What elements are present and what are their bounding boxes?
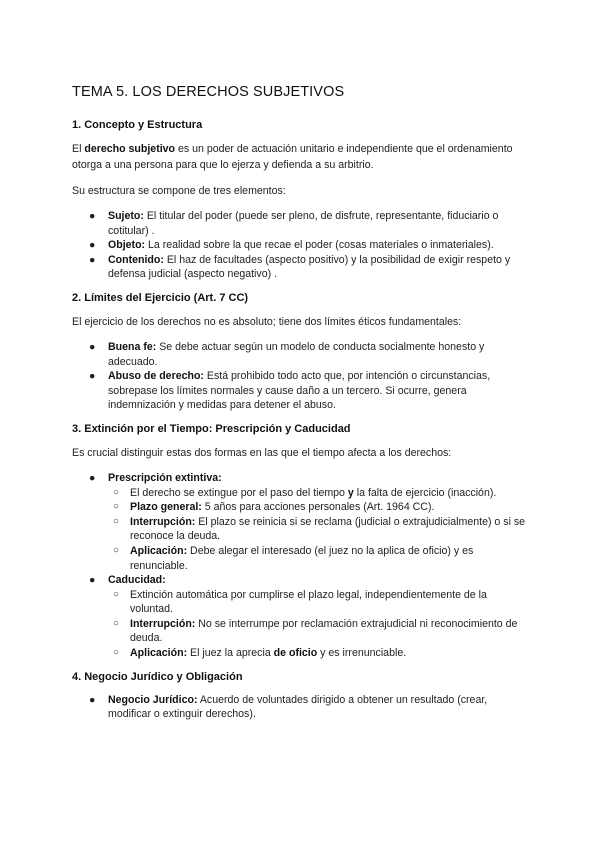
section-heading-concepto: 1. Concepto y Estructura [72, 119, 203, 131]
sublist-item [108, 515, 532, 544]
item-label: Plazo general: [130, 501, 202, 514]
list-limites [72, 340, 532, 413]
circle-bullet-icon: ○ [113, 501, 120, 513]
item-text: Acuerdo de voluntades dirigido a obtener un resultado (crear, modificar o extinguir derechos). [108, 693, 488, 721]
item-text: El titular del poder (puede ser pleno, de disfrute, representante, fiduciario o cotitular) . [108, 210, 499, 237]
list-item [72, 340, 532, 369]
item-label: Caducidad: [108, 574, 166, 587]
item-label: Sujeto: [108, 210, 144, 222]
item-text: La realidad sobre la que recae el poder (cosas materiales o inmateriales). [145, 239, 494, 252]
item-text: El plazo se reinicia si se reclama (judicial o extrajudicialmente) o si se reconoce la deuda. [130, 515, 526, 543]
sublist-item [108, 617, 532, 646]
list-negocio [72, 693, 532, 722]
list-extincion [72, 471, 532, 661]
text-run: es un poder de actuación unitario e independiente que el ordenamiento otorga a una persona para que lo ejerza y defienda a su arbitrio. [72, 143, 513, 171]
item-text: y es irrenunciable. [317, 647, 407, 660]
paragraph-extincion: Es crucial distinguir estas dos formas en las que el tiempo afecta a los derechos: [72, 446, 452, 459]
bullet-icon: ● [89, 253, 96, 266]
sublist-caducidad [108, 588, 532, 661]
bold-term: y [347, 486, 354, 499]
item-text: la falta de ejercicio (inacción). [353, 486, 497, 499]
list-item-caducidad [72, 573, 532, 661]
paragraph-limites: El ejercicio de los derechos no es absoluto; tiene dos límites éticos fundamentales: [72, 315, 462, 328]
bullet-icon: ● [89, 693, 96, 706]
circle-bullet-icon: ○ [113, 544, 120, 556]
list-item [72, 693, 532, 722]
item-text: El haz de facultades (aspecto positivo) y la posibilidad de exigir respeto y defensa judicial (aspecto negativo) . [108, 253, 511, 281]
item-label: Interrupción: [130, 515, 196, 528]
bold-term: derecho subjetivo [84, 143, 176, 155]
item-label: Aplicación: [130, 647, 188, 660]
item-text: No se interrumpe por reclamación extrajudicial ni reconocimiento de deuda. [130, 617, 518, 645]
item-label: Contenido: [108, 253, 164, 266]
sublist-item [108, 544, 532, 573]
bullet-icon: ● [89, 239, 96, 252]
bullet-icon: ● [89, 370, 96, 383]
document-title: TEMA 5. LOS DERECHOS SUBJETIVOS [72, 84, 345, 100]
sublist-item [108, 500, 532, 515]
bullet-icon: ● [89, 471, 96, 484]
list-item [72, 209, 532, 238]
list-item [72, 238, 532, 253]
item-label: Aplicación: [130, 544, 188, 557]
bullet-icon: ● [89, 210, 96, 222]
item-label: Abuso de derecho: [108, 370, 204, 383]
circle-bullet-icon: ○ [113, 647, 120, 659]
circle-bullet-icon: ○ [113, 588, 120, 600]
list-item-prescripcion [72, 471, 532, 573]
paragraph-definicion [72, 141, 532, 173]
item-label: Interrupción: [130, 617, 196, 630]
sublist-prescripcion [108, 486, 532, 574]
item-text: Se debe actuar según un modelo de conducta socialmente honesto y adecuado. [108, 340, 485, 368]
item-text: Está prohibido todo acto que, por intención o circunstancias, sobrepase los límites normales y cause daño a un tercero. Si ocurre, genera indemnización y medidas para detener el abuso. [108, 370, 491, 412]
circle-bullet-icon: ○ [113, 515, 120, 527]
item-text: Debe alegar el interesado (el juez no la aplica de oficio) y es renunciable. [130, 544, 474, 572]
item-label: Buena fe: [108, 340, 157, 353]
circle-bullet-icon: ○ [113, 486, 120, 498]
text-run: El [72, 143, 85, 155]
paragraph-estructura: Su estructura se compone de tres elementos: [72, 185, 286, 197]
item-label: Objeto: [108, 239, 146, 252]
bullet-icon: ● [89, 340, 96, 353]
list-item [72, 253, 532, 282]
sublist-item [108, 588, 532, 617]
list-elementos [72, 209, 532, 282]
section-heading-limites: 2. Límites del Ejercicio (Art. 7 CC) [72, 291, 249, 304]
item-label: Prescripción extintiva: [108, 471, 222, 484]
item-text: El derecho se extingue por el paso del tiempo [130, 486, 348, 499]
circle-bullet-icon: ○ [113, 617, 120, 629]
sublist-item [108, 646, 532, 661]
bullet-icon: ● [89, 574, 96, 587]
sublist-item [108, 486, 532, 501]
item-label: Negocio Jurídico: [108, 693, 198, 706]
bold-term: de oficio [273, 647, 318, 660]
section-heading-negocio: 4. Negocio Jurídico y Obligación [72, 670, 243, 683]
section-heading-extincion: 3. Extinción por el Tiempo: Prescripción y Caducidad [72, 422, 351, 435]
item-text: Extinción automática por cumplirse el plazo legal, independientemente de la voluntad. [130, 588, 487, 616]
item-text: 5 años para acciones personales (Art. 1964 CC). [201, 501, 435, 514]
list-item [72, 369, 532, 413]
document-page [72, 84, 532, 732]
item-text: El juez la aprecia [187, 647, 274, 660]
